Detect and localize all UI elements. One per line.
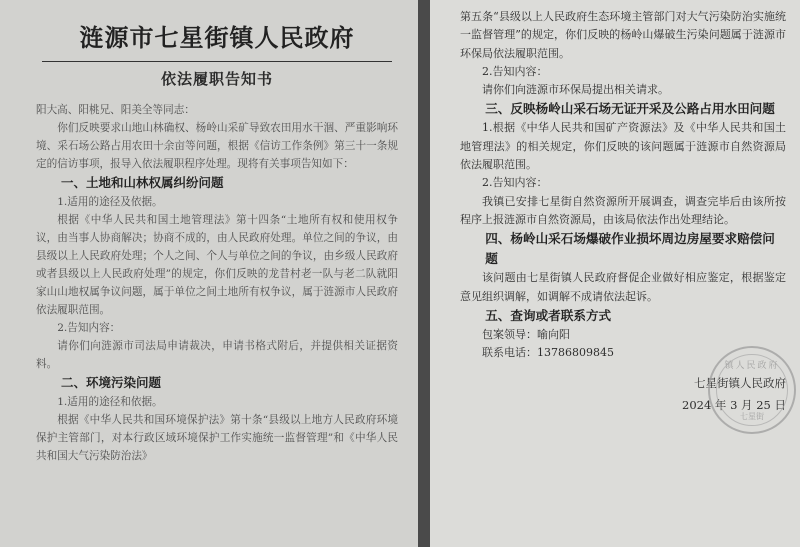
intro-paragraph: 你们反映要求山地山林确权、杨岭山采矿导致农田用水干涸、严重影响环境、采石场公路占用农田十余亩等问题，根据《信访工作条例》第三十一条规定的信访事项，报导入依法履职程序处理。现将有关事项告知如下： [36,122,398,170]
document-subtitle: 依法履职告知书 [160,70,273,88]
section-1-basis-text: 根据《中华人民共和国土地管理法》第十四条“土地所有权和使用权争议，由当事人协商解决；协商不成的，由人民政府处理。单位之间的争议，由县级以上人民政府处理；个人之间、个人与单位之间的争议，由乡级人民政府或者县级以上人民政府处理”的规定，你们反映的龙昔村老一队与老二队就阳家山山地权属争议问题，属于单位之间土地所有权争议，属于涟源市人民政府依法履职范围。 [36,214,398,316]
title-rule [42,61,392,62]
section-1-heading: 一、土地和山林权属纠纷问题 [61,175,224,190]
section-3-basis-text: 1.根据《中华人民共和国矿产资源法》及《中华人民共和国土地管理法》的相关规定，你们反映的该问题属于涟源市自然资源局依法履职范围。 [460,121,786,172]
section-2-notice-label: 2.告知内容： [482,64,548,78]
signature-date: 2024 年 3 月 25 日 [682,398,786,413]
seal-text: 镇人民政府 [724,361,780,371]
section-5-heading: 五、查询或者联系方式 [485,307,612,323]
contact-leader-line [460,326,786,344]
contact-leader-label: 包案领导： [482,327,537,341]
section-3-notice-label: 2.告知内容： [482,176,548,190]
seal-bottom-text: 七星街 [740,412,764,421]
section-3-notice-text: 我镇已安排七星街自然资源所开展调查，调查完毕后由该所按程序上报涟源市自然资源局，由该局依法作出处理结论。 [460,194,786,226]
section-2-basis-label: 1.适用的途径和依据。 [57,396,163,408]
contact-leader-name: 喻向阳 [537,327,570,341]
section-2-basis-text: 根据《中华人民共和国环境保护法》第十条“县级以上地方人民政府环境保护主管部门，对本行政区域环境保护工作实施统一监督管理”和《中华人民共和国大气污染防治法》 [36,414,398,462]
section-1-basis-label: 1.适用的途径及依据。 [57,196,163,208]
continued-text: 第五条“县级以上人民政府生态环境主管部门对大气污染防治实施统一监督管理”的规定，你们反映的杨岭山爆破生污染问题属于涟源市环保局依法履职范围。 [460,10,786,60]
official-seal-stamp [708,346,796,434]
section-2-heading: 二、环境污染问题 [61,375,162,390]
section-3-heading: 三、反映杨岭山采石场无证开采及公路占用水田问题 [485,101,775,117]
section-4-text: 该问题由七星街镇人民政府督促企业做好相应鉴定，根据鉴定意见组织调解，如调解不成请依法起诉。 [460,271,786,303]
section-2-notice-text: 请你们向涟源市环保局提出相关请求。 [482,83,669,97]
contact-phone-label: 联系电话： [482,346,537,360]
section-4-heading: 四、杨岭山采石场爆破作业损坏周边房屋要求赔偿问题 [485,231,775,267]
right-document-page [430,0,800,547]
section-1-notice-text: 请你们向涟源市司法局申请裁决，申请书格式附后，并提供相关证据资料。 [36,340,398,370]
contact-phone-number: 13786809845 [537,346,614,360]
document-title: 涟源市七星街镇人民政府 [79,23,355,52]
signature-organization: 七星街镇人民政府 [694,376,786,391]
salutation: 阳大高、阳桃兄、阳美全等同志： [36,104,195,116]
section-1-notice-label: 2.告知内容： [57,322,121,334]
